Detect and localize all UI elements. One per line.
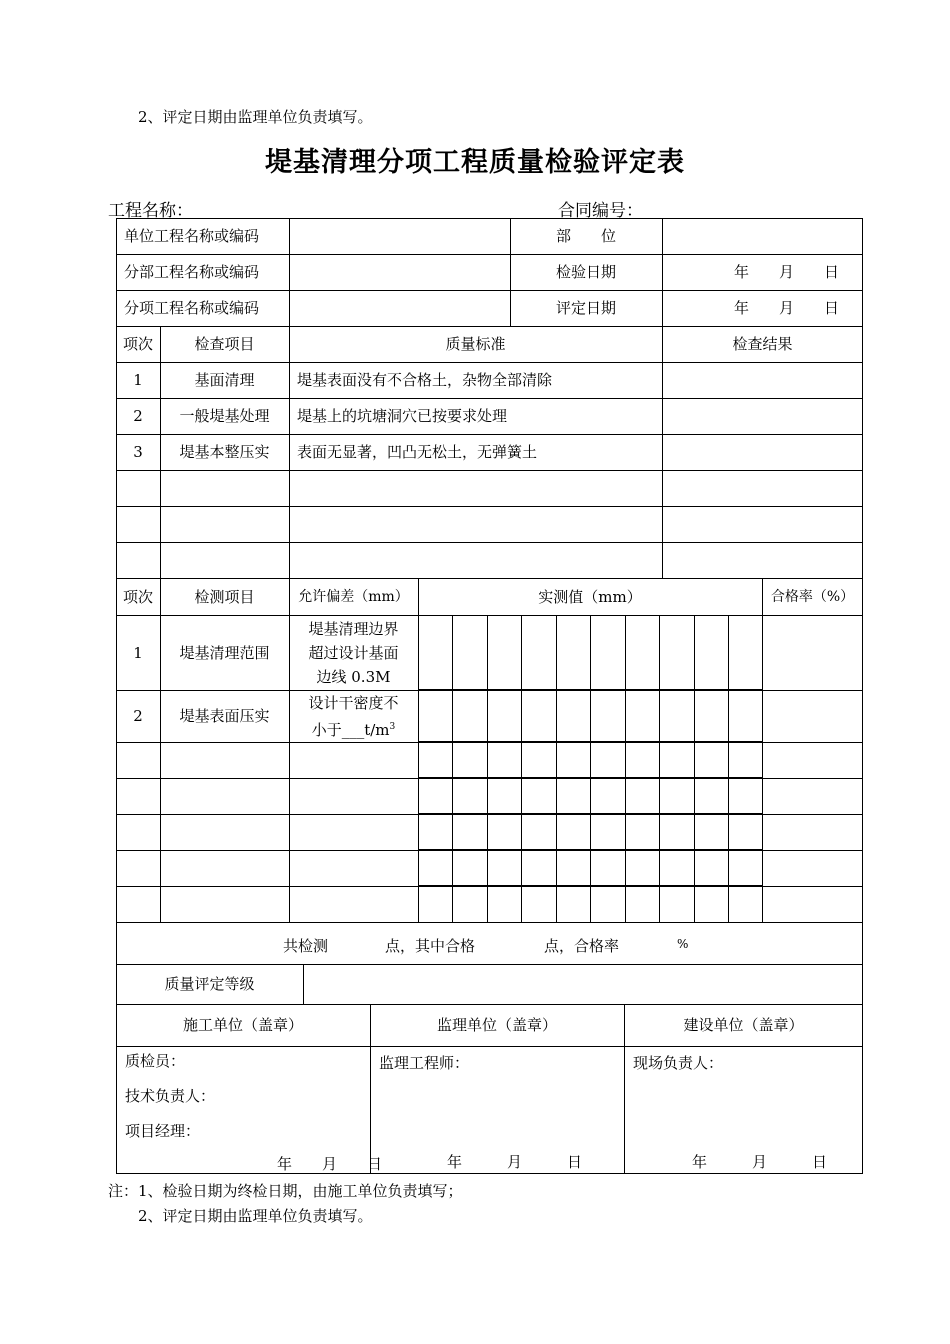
position-input[interactable]	[662, 218, 863, 254]
division-project-label: 分部工程名称或编码	[124, 263, 260, 281]
measurement-header-no: 项次	[122, 587, 153, 606]
tolerance-line: 超过设计基面	[308, 643, 399, 662]
measurement-header-pass-rate: 合格率（%）	[770, 588, 855, 605]
quality-inspector-label: 质检员：	[125, 1052, 186, 1070]
division-project-input[interactable]	[289, 254, 510, 290]
grade-label: 质量评定等级	[164, 975, 255, 993]
inspection-row-standard: 堤基上的坑塘洞穴已按要求处理	[297, 407, 508, 425]
measurement-header-item: 检测项目	[194, 587, 255, 606]
item-project-label: 分项工程名称或编码	[124, 299, 260, 317]
inspection-row-no: 2	[133, 407, 143, 425]
inspection-header-item: 检查项目	[194, 335, 255, 353]
position-label: 部 位	[555, 227, 616, 245]
measurement-row-item: 堤基表面压实	[179, 707, 270, 725]
note-2: 2、评定日期由监理单位负责填写。	[138, 1207, 373, 1225]
project-manager-label: 项目经理：	[125, 1122, 201, 1140]
summary-rate-label: 点，合格率	[544, 937, 620, 955]
site-manager-label: 现场负责人：	[633, 1054, 724, 1072]
top-note: 2、评定日期由监理单位负责填写。	[138, 108, 373, 126]
measurement-row-no: 1	[133, 643, 143, 662]
measurement-row-no: 2	[133, 707, 143, 725]
summary-qualified-label: 点，其中合格	[385, 937, 476, 955]
technical-lead-label: 技术负责人：	[125, 1087, 216, 1105]
unit-project-label: 单位工程名称或编码	[124, 227, 260, 245]
measurement-row-tolerance	[289, 690, 418, 742]
inspection-row-standard: 堤基表面没有不合格土，杂物全部清除	[297, 371, 553, 389]
construction-date: 年 月 日	[277, 1155, 383, 1173]
tolerance-line: 设计干密度不	[308, 693, 399, 712]
inspection-row-item: 堤基本整压实	[179, 443, 270, 461]
summary-total-label: 共检测	[283, 937, 329, 955]
inspection-row-result-input[interactable]	[662, 398, 863, 434]
measurement-row-tolerance	[289, 615, 418, 690]
tolerance-value: 小于___t/m	[311, 720, 390, 739]
measurement-header-tolerance: 允许偏差（mm）	[298, 588, 409, 605]
inspection-row-no: 3	[133, 443, 143, 461]
unit-superscript: 3	[389, 721, 396, 732]
inspection-row-item: 基面清理	[194, 371, 255, 389]
evaluation-date-value[interactable]: 年 月 日	[733, 299, 839, 317]
inspection-row-result-input[interactable]	[662, 434, 863, 470]
construction-unit-title: 施工单位（盖章）	[182, 1016, 303, 1034]
inspection-row-item: 一般堤基处理	[179, 407, 270, 425]
project-name-label: 工程名称：	[108, 201, 193, 221]
inspection-date-label: 检验日期	[555, 263, 616, 281]
item-project-input[interactable]	[289, 290, 510, 326]
grade-input[interactable]	[303, 964, 863, 1004]
evaluation-date-label: 评定日期	[555, 299, 616, 317]
inspection-row-no: 1	[133, 371, 143, 389]
measurement-row-item: 堤基清理范围	[179, 643, 270, 662]
supervising-engineer-label: 监理工程师：	[379, 1054, 470, 1072]
inspection-row-standard: 表面无显著，凹凸无松土，无弹簧土	[297, 443, 538, 461]
owner-unit-title: 建设单位（盖章）	[683, 1016, 804, 1034]
owner-date: 年 月 日	[692, 1153, 828, 1171]
contract-no-label: 合同编号：	[558, 201, 643, 221]
tolerance-line: 边线 0.3M	[316, 667, 391, 686]
tolerance-line	[312, 715, 396, 742]
inspection-header-result: 检查结果	[732, 335, 793, 353]
note-1: 注：1、检验日期为终检日期，由施工单位负责填写；	[108, 1182, 463, 1200]
inspection-header-standard: 质量标准	[445, 335, 506, 353]
summary-percent: %	[677, 937, 689, 951]
tolerance-line: 堤基清理边界	[308, 619, 399, 638]
inspection-row-result-input[interactable]	[662, 362, 863, 398]
inspection-header-no: 项次	[122, 335, 153, 353]
unit-project-input[interactable]	[289, 218, 510, 254]
supervision-date: 年 月 日	[447, 1153, 583, 1171]
page-title: 堤基清理分项工程质量检验评定表	[265, 147, 685, 178]
inspection-date-value[interactable]: 年 月 日	[733, 263, 839, 281]
measurement-header-values: 实测值（mm）	[538, 587, 642, 606]
supervision-unit-title: 监理单位（盖章）	[436, 1016, 557, 1034]
